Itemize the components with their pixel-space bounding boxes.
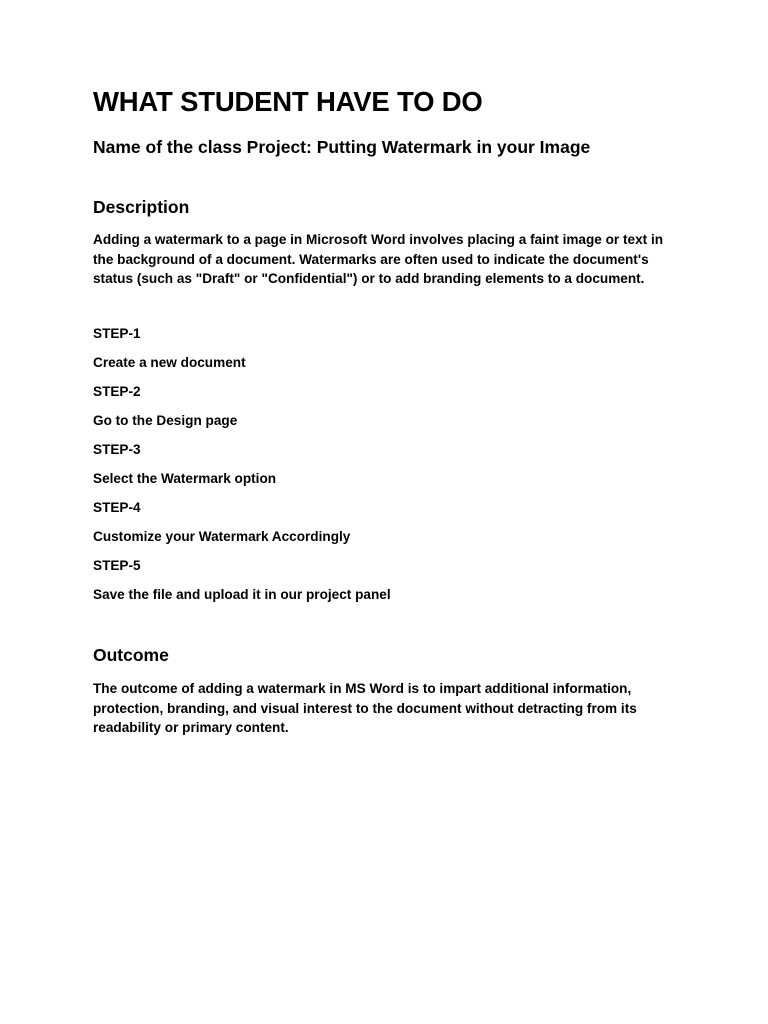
step-text: Create a new document	[93, 355, 246, 370]
step-text: Go to the Design page	[93, 413, 238, 428]
project-name-subtitle: Name of the class Project: Putting Watermark in your Image	[93, 137, 591, 157]
step-label: STEP-2	[93, 384, 141, 399]
step-label: STEP-5	[93, 558, 141, 573]
step-label: STEP-4	[93, 500, 141, 515]
description-paragraph: Adding a watermark to a page in Microsoft Word involves placing a faint image or text in the background of a document. Watermarks are often used to indicate the document's status (such as "Draft" or "Confidential") or to add branding elements to a document.	[93, 232, 664, 286]
outcome-heading: Outcome	[93, 645, 169, 665]
outcome-paragraph: The outcome of adding a watermark in MS Word is to impart additional information, protection, branding, and visual interest to the document without detracting from its readability or primary content.	[93, 681, 637, 735]
step-text: Save the file and upload it in our project panel	[93, 587, 391, 602]
step-text: Customize your Watermark Accordingly	[93, 529, 351, 544]
step-label: STEP-3	[93, 442, 141, 457]
page-title: WHAT STUDENT HAVE TO DO	[93, 86, 483, 117]
description-heading: Description	[93, 197, 190, 217]
step-text: Select the Watermark option	[93, 471, 277, 486]
steps-list	[93, 324, 391, 614]
step-label: STEP-1	[93, 326, 141, 341]
